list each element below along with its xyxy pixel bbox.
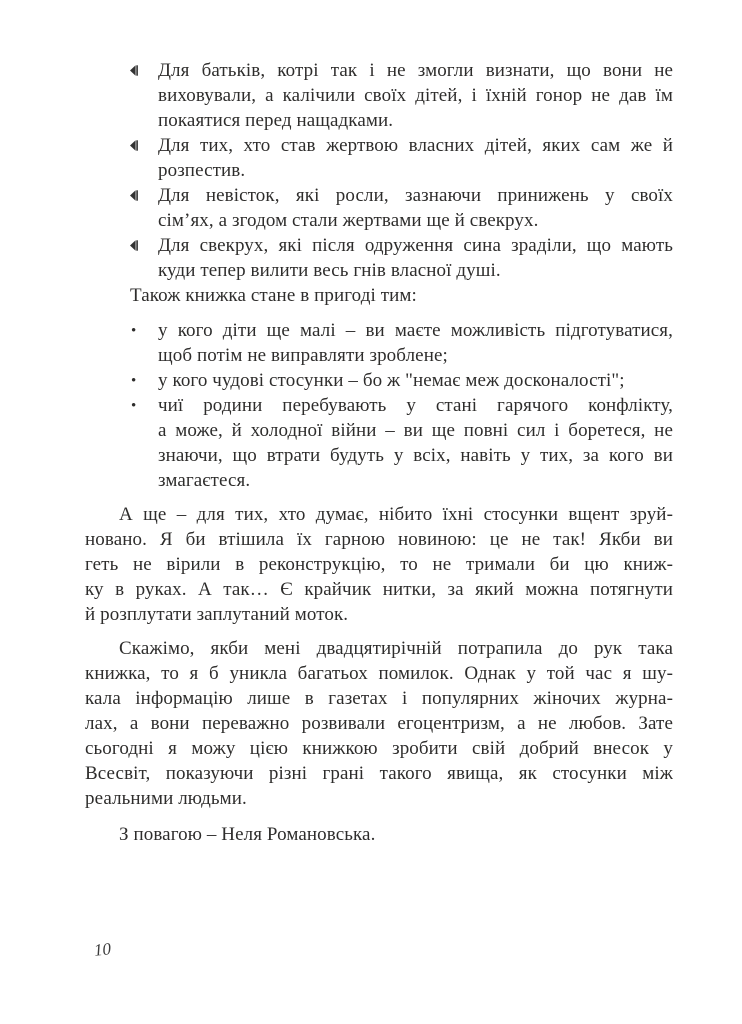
dot-bullet-icon: • — [131, 373, 137, 389]
page-number: 10 — [93, 939, 112, 960]
list-item-line: виховували, а калічили своїх дітей, і їхній гонор не дав їм — [158, 85, 673, 106]
paragraph — [85, 636, 673, 811]
list-item-line: чиї родини перебувають у стані гарячого конфлікту, — [158, 395, 673, 416]
list-item — [85, 133, 673, 183]
list-item — [85, 318, 673, 368]
list-item-line: щоб потім не виправляти зроблене; — [158, 345, 448, 366]
list-item-line: змагаєтеся. — [158, 470, 251, 491]
closing-line: З повагою – Неля Романовська. — [119, 824, 376, 845]
list-item — [85, 58, 673, 133]
arrow-bullet-icon — [130, 65, 138, 76]
paragraph-line: Скажімо, якби мені двадцятирічній потрапила до рук така — [119, 638, 673, 659]
list-item-line: у кого чудові стосунки – бо ж "немає меж досконалості"; — [158, 370, 625, 391]
list-item-line: Для свекрух, які після одруження сина зраділи, що мають — [158, 235, 673, 256]
arrow-list — [85, 58, 673, 283]
dot-bullet-icon: • — [131, 398, 137, 414]
paragraph-line: геть не вірили в реконструкцію, то не тримали би цю книж- — [85, 554, 673, 575]
list-item-line: Для невісток, які росли, зазнаючи принижень у своїх — [158, 185, 673, 206]
paragraph-line: новано. Я би втішила їх гарною новиною: це не так! Якби ви — [85, 529, 673, 550]
list-item — [85, 233, 673, 283]
list-item-line: а може, й холодної війни – ви ще повні сил і боретеся, не — [158, 420, 673, 441]
paragraph-line: й розплутати заплутаний моток. — [85, 604, 349, 625]
closing-paragraph — [85, 822, 673, 847]
text-block — [85, 58, 673, 847]
paragraph-line: А ще – для тих, хто думає, нібито їхні стосунки вщент зруй- — [119, 504, 673, 525]
list-item-line: знаючи, що втрати будуть у всіх, навіть у тих, за кого ви — [158, 445, 673, 466]
dot-bullet-icon: • — [131, 323, 137, 339]
list-item-line: сім’ях, а згодом стали жертвами ще й свекрух. — [158, 210, 539, 231]
arrow-bullet-icon — [130, 240, 138, 251]
list-item-line: розпестив. — [158, 160, 246, 181]
list-item-line: Для батьків, котрі так і не змогли визнати, що вони не — [158, 60, 673, 81]
paragraph-line: Всесвіт, показуючи різні грані такого явища, як стосунки між — [85, 763, 673, 784]
intro-line: Також книжка стане в пригоді тим: — [130, 285, 417, 306]
dot-list — [85, 318, 673, 493]
arrow-bullet-icon — [130, 190, 138, 201]
list-item-line: Для тих, хто став жертвою власних дітей, яких сам же й — [158, 135, 673, 156]
paragraph-line: ку в руках. А так… Є крайчик нитки, за який можна потягнути — [85, 579, 673, 600]
list-item — [85, 368, 673, 393]
list-item — [85, 393, 673, 493]
paragraph-line: сьогодні я можу цією книжкою зробити свій добрий внесок у — [85, 738, 673, 759]
paragraph-line: реальними людьми. — [85, 788, 247, 809]
arrow-bullet-icon — [130, 140, 138, 151]
paragraph-line: лах, а вони переважно розвивали егоцентризм, а не любов. Зате — [85, 713, 673, 734]
paragraph — [85, 502, 673, 627]
list-item-line: покаятися перед нащадками. — [158, 110, 394, 131]
paragraph-line: кала інформацію лише в газетах і популярних жіночих журна- — [85, 688, 673, 709]
list-item-line: куди тепер вилити весь гнів власної душі. — [158, 260, 501, 281]
list-item — [85, 183, 673, 233]
list-item-line: у кого діти ще малі – ви маєте можливість підготуватися, — [158, 320, 673, 341]
paragraph-line: книжка, то я б уникла багатьох помилок. Однак у той час я шу- — [85, 663, 673, 684]
